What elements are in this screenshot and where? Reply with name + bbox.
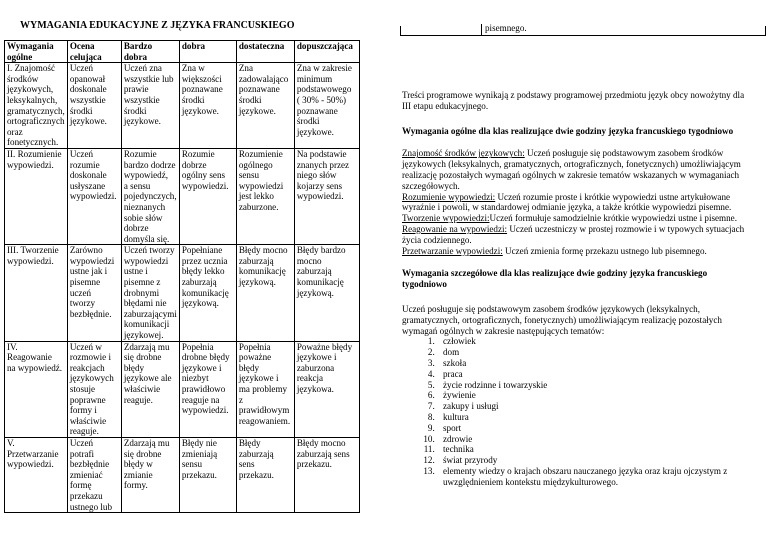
table-cell: I. Znajomość środków językowych, leksykalnych, gramatycznych, ortograficznych oraz fonetycznych. bbox=[5, 63, 68, 149]
general-item-text: Uczeń uczestniczy w prostej rozmowie i w typowych sytuacjach życia codziennego. bbox=[402, 223, 745, 245]
general-item bbox=[402, 192, 754, 214]
table-cell: III. Tworzenie wypowiedzi. bbox=[5, 245, 68, 341]
list-item: 1. człowiek bbox=[437, 336, 754, 347]
table-cell: Zdarzają mu się drobne błędy w zmianie formy. bbox=[121, 437, 179, 512]
list-item: 6. żywienie bbox=[437, 390, 754, 401]
table-cell: Błędy zaburzają sens przekazu. bbox=[236, 437, 294, 512]
general-item-text: Uczeń formułuje samodzielnie krótkie wypowiedzi ustne i pisemne. bbox=[489, 213, 737, 224]
header-general: Wymagania ogólne bbox=[5, 41, 68, 63]
table-row bbox=[5, 148, 360, 244]
table-cell: Zna zadowalająco poznawane środki językowe. bbox=[236, 63, 294, 149]
general-heading: Wymagania ogólne dla klas realizujące dwie godziny języka francuskiego tygodniowo bbox=[402, 125, 734, 136]
table-cell: Na podstawie znanych przez niego słów kojarzy sens wypowiedzi. bbox=[294, 148, 359, 244]
continued-table-fragment bbox=[400, 23, 766, 36]
general-item-text: Uczeń rozumie proste i krótkie wypowiedzi ustne artykułowane wyraźnie i powoli, w standardowej odmianie języka, a także krótkie wypowiedzi pisemne. bbox=[402, 191, 732, 213]
table-cell: Uczeń w rozmowie i reakcjach językowych stosuje poprawne formy i właściwie reaguje. bbox=[67, 341, 121, 437]
table-cell: V. Przetwarzanie wypowiedzi. bbox=[5, 437, 68, 512]
general-item-term: Rozumienie wypowiedzi: bbox=[402, 191, 496, 202]
list-item: 9. sport bbox=[437, 423, 754, 434]
table-cell: Zdarzają mu się drobne błędy językowe ale właściwie reaguje. bbox=[121, 341, 179, 437]
general-item-text: Uczeń zmienia formę przekazu ustnego lub pisemnego. bbox=[502, 245, 707, 256]
table-row bbox=[5, 63, 360, 149]
requirements-table bbox=[4, 40, 360, 513]
header-good: dobra bbox=[179, 41, 236, 63]
right-column bbox=[402, 90, 754, 488]
header-excellent: Ocena celująca bbox=[67, 41, 121, 63]
table-cell: Rozumie dobrze ogólny sens wypowiedzi. bbox=[179, 148, 236, 244]
intro-paragraph: Treści programowe wynikają z podstawy programowej przedmiotu język obcy nowożytny dla III etapu edukacyjnego. bbox=[402, 90, 745, 111]
list-item: 8. kultura bbox=[437, 412, 754, 423]
table-cell: Popełnia drobne błędy językowe i niezbyt prawidłowo reaguje na wypowiedzi. bbox=[179, 341, 236, 437]
table-cell: Zarówno wypowiedzi ustne jak i pisemne uczeń tworzy bezbłędnie. bbox=[67, 245, 121, 341]
header-satisfactory: dostateczna bbox=[236, 41, 294, 63]
table-cell: Uczeń zna wszystkie lub prawie wszystkie środki językowe. bbox=[121, 63, 179, 149]
general-item-term: Tworzenie wypowiedzi: bbox=[402, 213, 490, 224]
table-header-row bbox=[5, 41, 360, 63]
table-cell: Uczeń rozumie doskonale usłyszane wypowiedzi. bbox=[67, 148, 121, 244]
list-item: 4. praca bbox=[437, 369, 754, 380]
general-item bbox=[402, 224, 754, 246]
table-cell: Rozumie bardzo dodrze wypowiedź, a sensu pojedynczych, nieznanych sobie słów dobrze domyśla się. bbox=[121, 148, 179, 244]
detailed-intro: Uczeń posługuje się podstawowym zasobem środków językowych (leksykalnych, gramatycznych, ortograficznych, fonetycznych) umożliwiającym realizację pozostałych wymagań ogólnych w zakresie następujących tematów: bbox=[402, 303, 722, 336]
table-cell: Uczeń opanował doskonale wszystkie środki językowe. bbox=[67, 63, 121, 149]
header-very-good: Bardzo dobra bbox=[121, 41, 179, 63]
detailed-heading: Wymagania szczegółowe dla klas realizujące dwie godziny języka francuskiego tygodniowo bbox=[402, 268, 708, 290]
table-row bbox=[5, 245, 360, 341]
list-item: 5. życie rodzinne i towarzyskie bbox=[437, 380, 754, 391]
topics-list bbox=[402, 336, 754, 487]
table-row bbox=[5, 341, 360, 437]
table-cell: Popełniane przez ucznia błędy lekko zaburzają komunikację językową. bbox=[179, 245, 236, 341]
list-item: 7. zakupy i usługi bbox=[437, 401, 754, 412]
table-cell: Poważne błędy językowe i zaburzona reakcja językowa. bbox=[294, 341, 359, 437]
list-item: 12. świat przyrody bbox=[437, 455, 754, 466]
general-item-term: Znajomość środków językowych: bbox=[402, 148, 525, 159]
list-item: 10. zdrowie bbox=[437, 434, 754, 445]
continued-cell-text: pisemnego. bbox=[485, 23, 527, 33]
fragment-divider bbox=[481, 24, 482, 35]
table-cell: Uczeń potrafi bezbłędnie zmieniać formę przekazu ustnego lub bbox=[67, 437, 121, 512]
table-cell: Rozumienie ogólnego sensu wypowiedzi jest lekko zaburzone. bbox=[236, 148, 294, 244]
general-item bbox=[402, 148, 754, 191]
table-cell: Zna w większości poznawane środki językowe. bbox=[179, 63, 236, 149]
list-item: 11. technika bbox=[437, 444, 754, 455]
table-cell: Uczeń tworzy wypowiedzi ustne i pisemne z drobnymi błędami nie zaburzającymi komunikacji językowej. bbox=[121, 245, 179, 341]
list-item: 13. elementy wiedzy o krajach obszaru nauczanego języka oraz kraju ojczystym z uwzględnieniem kontekstu międzykulturowego. bbox=[437, 466, 754, 488]
header-sufficient: dopuszczająca bbox=[294, 41, 359, 63]
general-item-text: Uczeń posługuje się podstawowym zasobem środków językowych (leksykalnych, gramatycznych, ortograficznych, fonetycznych) umożliwiającym realizację pozostałych wymagań ogólnych w zakresie tematów wskazanych w wymaganiach szczegółowych. bbox=[402, 148, 741, 191]
table-cell: Błędy nie zmieniają sensu przekazu. bbox=[179, 437, 236, 512]
list-item: 2. dom bbox=[437, 347, 754, 358]
table-row bbox=[5, 437, 360, 512]
table-cell: Błędy bardzo mocno zaburzają komunikację językową. bbox=[294, 245, 359, 341]
general-item-term: Przetwarzanie wypowiedzi: bbox=[402, 245, 503, 256]
table-cell: Zna w zakresie minimum podstawowego ( 30% - 50%) poznawane środki językowe. bbox=[294, 63, 359, 149]
general-item-term: Reagowanie na wypowiedzi: bbox=[402, 223, 508, 234]
table-cell: IV. Reagowanie na wypowiedź. bbox=[5, 341, 68, 437]
general-item bbox=[402, 213, 754, 224]
table-cell: Popełnia poważne błędy językowe i ma problemy z prawidłowym reagowaniem. bbox=[236, 341, 294, 437]
general-item bbox=[402, 246, 754, 257]
table-cell: Błędy mocno zaburzają sens przekazu. bbox=[294, 437, 359, 512]
list-item: 3. szkoła bbox=[437, 358, 754, 369]
document-title: WYMAGANIA EDUKACYJNE Z JĘZYKA FRANCUSKIEGO bbox=[20, 20, 295, 31]
table-cell: Błędy mocno zaburzają komunikację językową. bbox=[236, 245, 294, 341]
table-cell: II. Rozumienie wypowiedzi. bbox=[5, 148, 68, 244]
